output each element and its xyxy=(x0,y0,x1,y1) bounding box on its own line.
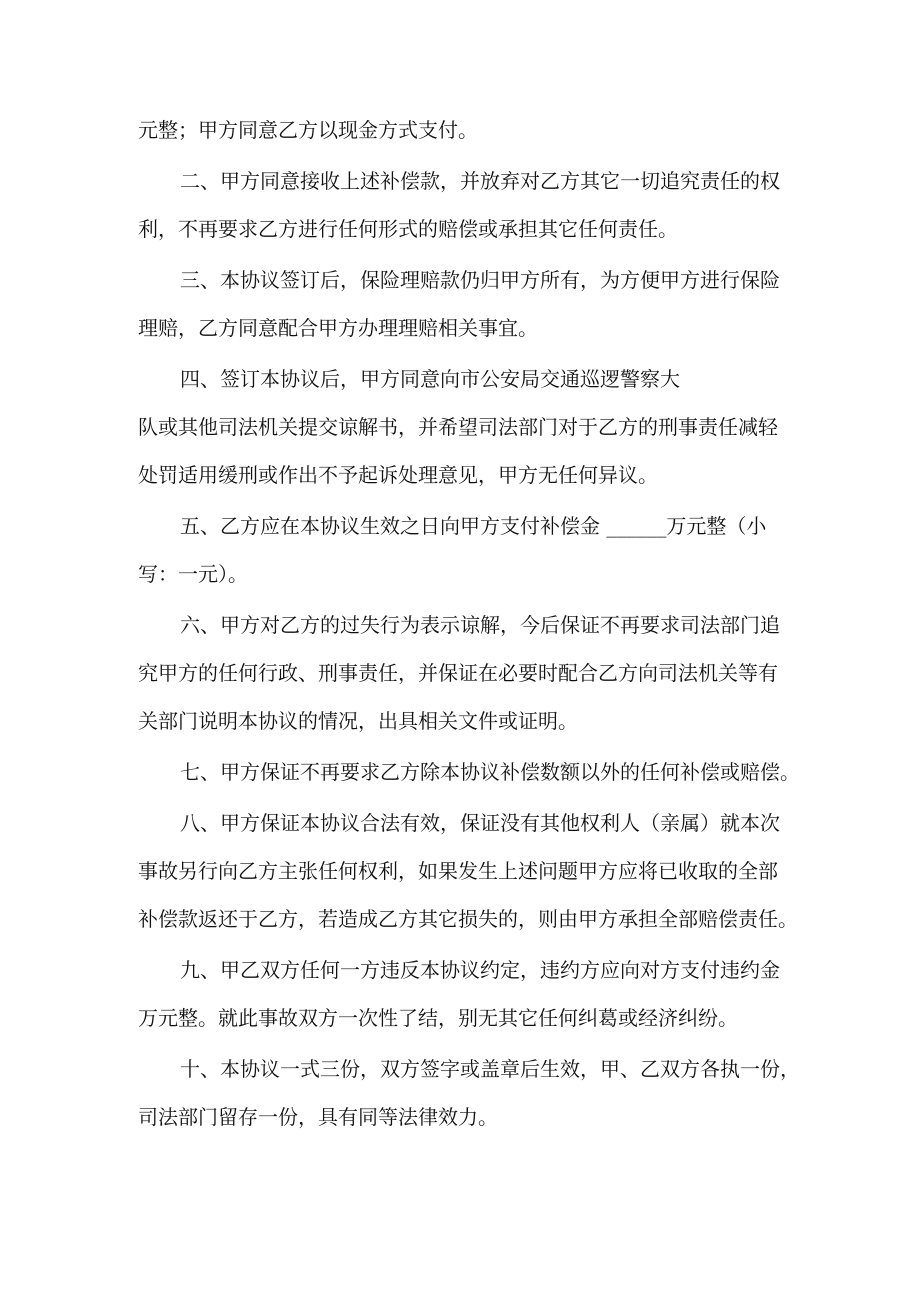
clause-8-line-2: 事故另行向乙方主张任何权利，如果发生上述问题甲方应将已收取的全部 xyxy=(138,859,778,883)
clause-9-line-2: 万元整。就此事故双方一次性了结，别无其它任何纠葛或经济纠纷。 xyxy=(138,1006,738,1030)
clause-6-line-2: 究甲方的任何行政、刑事责任，并保证在必要时配合乙方向司法机关等有 xyxy=(138,661,778,685)
clause-4-line-2: 队或其他司法机关提交谅解书，并希望司法部门对于乙方的刑事责任减轻 xyxy=(138,415,778,439)
clause-3-line-1: 三、本协议签订后，保险理赔款仍归甲方所有，为方便甲方进行保险 xyxy=(180,268,780,292)
clause-4-line-3: 处罚适用缓刑或作出不予起诉处理意见，甲方无任何异议。 xyxy=(138,463,658,487)
clause-6-line-3: 关部门说明本协议的情况，出具相关文件或证明。 xyxy=(138,709,578,733)
clause-2-line-2: 利，不再要求乙方进行任何形式的赔偿或承担其它任何责任。 xyxy=(138,217,678,241)
clause-9-line-1: 九、甲乙双方任何一方违反本协议约定，违约方应向对方支付违约金 xyxy=(180,958,780,982)
clause-5-line-1: 五、乙方应在本协议生效之日向甲方支付补偿金 ______万元整（小 xyxy=(180,514,767,538)
text-line: 元整；甲方同意乙方以现金方式支付。 xyxy=(138,118,478,142)
clause-5-line-2: 写：一元）。 xyxy=(138,562,248,586)
clause-2-line-1: 二、甲方同意接收上述补偿款，并放弃对乙方其它一切追究责任的权 xyxy=(180,169,780,193)
clause-10-line-1: 十、本协议一式三份，双方签字或盖章后生效，甲、乙双方各执一份， xyxy=(180,1057,800,1081)
clause-3-line-2: 理赔，乙方同意配合甲方办理理赔相关事宜。 xyxy=(138,316,538,340)
clause-6-line-1: 六、甲方对乙方的过失行为表示谅解，今后保证不再要求司法部门追 xyxy=(180,613,780,637)
clause-7-line-1: 七、甲方保证不再要求乙方除本协议补偿数额以外的任何补偿或赔偿。 xyxy=(180,760,800,784)
clause-8-line-3: 补偿款返还于乙方，若造成乙方其它损失的，则由甲方承担全部赔偿责任。 xyxy=(138,907,798,931)
clause-8-line-1: 八、甲方保证本协议合法有效，保证没有其他权利人（亲属）就本次 xyxy=(180,811,780,835)
clause-10-line-2: 司法部门留存一份，具有同等法律效力。 xyxy=(138,1105,498,1129)
clause-4-line-1: 四、签订本协议后，甲方同意向市公安局交通巡逻警察大 xyxy=(180,367,680,391)
